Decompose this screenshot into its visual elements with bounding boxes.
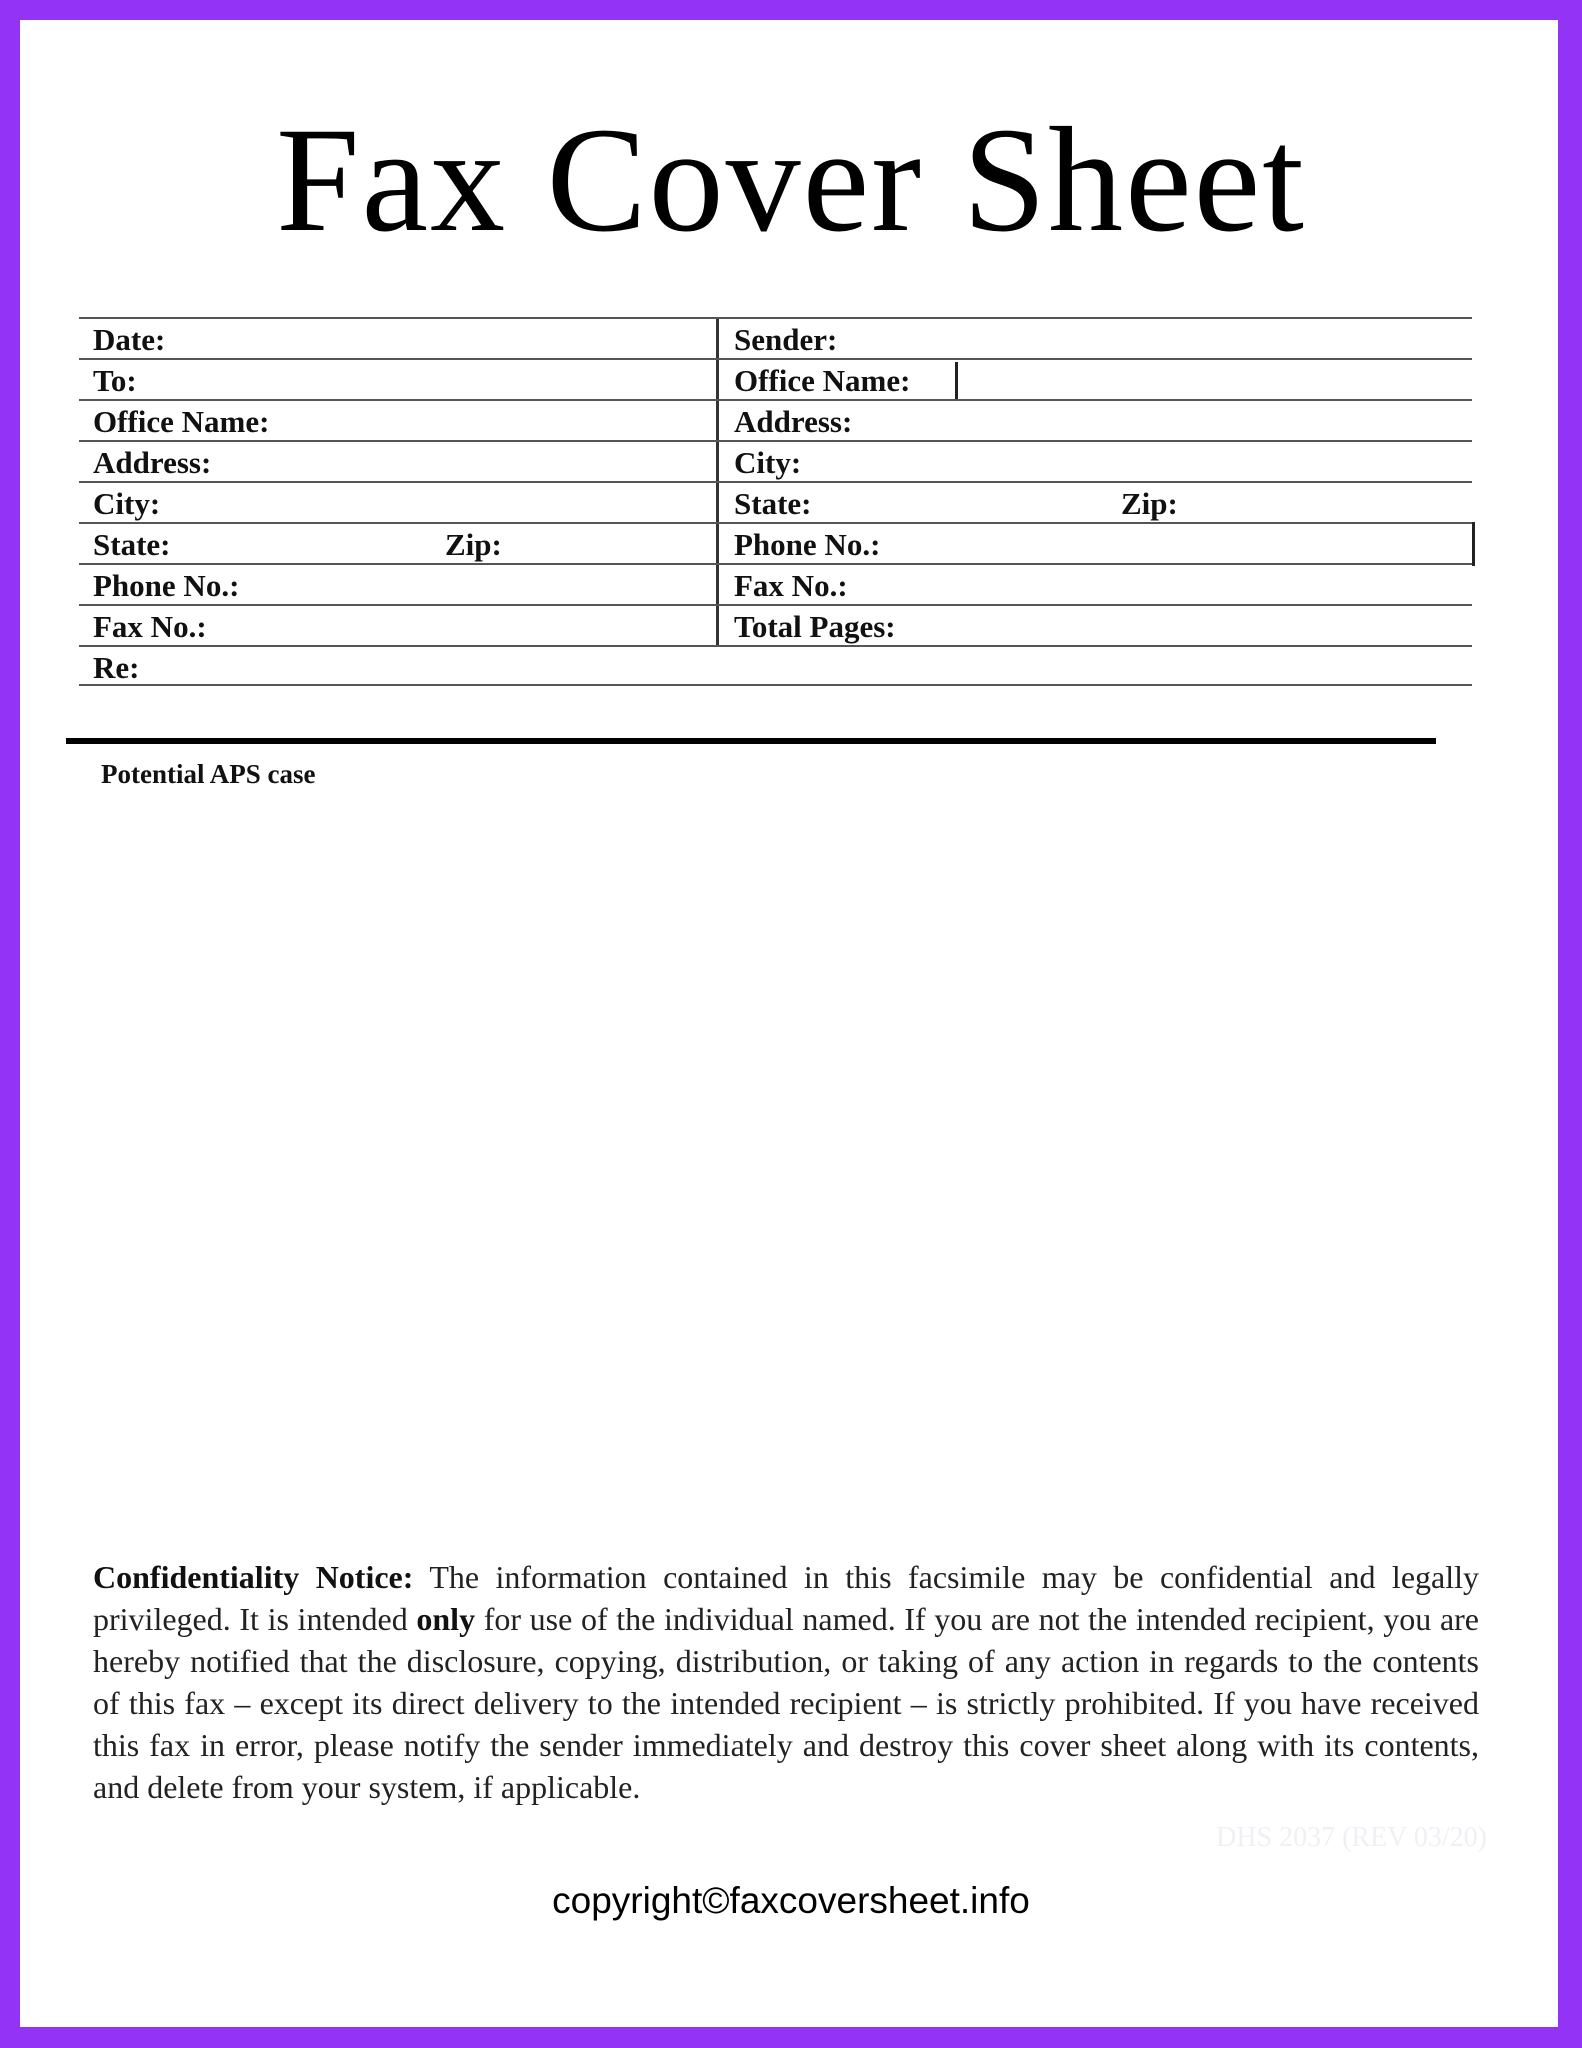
form-row-8 (79, 604, 1472, 645)
form-row-5 (79, 481, 1472, 522)
sender-office-name-field[interactable] (719, 360, 1472, 401)
section-divider (66, 738, 1436, 744)
total-pages-field[interactable]: Total Pages: (734, 609, 896, 644)
notice-emphasis: only (416, 1601, 476, 1637)
notice-heading: Confidentiality Notice: (93, 1559, 414, 1595)
phone-box-edge (1472, 522, 1475, 566)
form-row-3 (79, 399, 1472, 440)
office-name-divider (955, 362, 958, 400)
recipient-state-label: State: (93, 527, 171, 562)
fax-form-table (79, 317, 1472, 686)
recipient-fax-field[interactable]: Fax No.: (79, 606, 719, 647)
notice-text-2: for use of the individual named. If you are not the intended recipient, you are hereby notified that the disclosure, copying, distribution, or taking of any action in regards to the contents of this fax – except its direct delivery to the intended recipient – is strictly prohibited. If you have received this fax in error, please notify the sender immediately and destroy this cover sheet along with its contents, and delete from your system, if applicable. (93, 1601, 1479, 1805)
form-row-9 (79, 645, 1472, 686)
form-row-2 (79, 358, 1472, 399)
recipient-zip-label: Zip: (445, 527, 502, 562)
form-number-faint: DHS 2037 (REV 03/20) (1216, 1822, 1487, 1853)
form-row-6 (79, 522, 1472, 563)
sender-phone-label: Phone No.: (734, 527, 881, 562)
message-body: Potential APS case (101, 759, 316, 789)
sender-state-zip-field[interactable] (719, 483, 1472, 524)
to-field[interactable]: To: (79, 360, 719, 401)
recipient-phone-field[interactable]: Phone No.: (79, 565, 719, 606)
copyright-text: copyright©faxcoversheet.info (552, 1880, 1030, 1921)
form-row-4 (79, 440, 1472, 481)
sender-office-name-label: Office Name: (734, 363, 911, 398)
sender-phone-field[interactable] (719, 524, 1472, 565)
page-title: Fax Cover Sheet (276, 97, 1306, 263)
sender-field[interactable]: Sender: (734, 322, 838, 357)
recipient-state-zip-field[interactable] (79, 524, 719, 565)
re-field[interactable]: Re: (93, 650, 140, 685)
sender-address-field[interactable]: Address: (734, 404, 853, 439)
form-row-1 (79, 317, 1472, 358)
sender-city-field[interactable]: City: (734, 445, 802, 480)
recipient-city-field[interactable]: City: (79, 483, 719, 524)
confidentiality-notice (93, 1556, 1479, 1808)
notice-text-1: The information contained in this facsimile may be confidential and legally privileged. It is intended (93, 1559, 1480, 1637)
recipient-office-name-field[interactable]: Office Name: (79, 401, 719, 442)
date-field[interactable]: Date: (79, 319, 719, 360)
sender-state-label: State: (734, 486, 812, 521)
sender-fax-field[interactable]: Fax No.: (734, 568, 848, 603)
form-row-7 (79, 563, 1472, 604)
recipient-address-field[interactable]: Address: (79, 442, 719, 483)
sender-zip-label: Zip: (1121, 486, 1178, 521)
